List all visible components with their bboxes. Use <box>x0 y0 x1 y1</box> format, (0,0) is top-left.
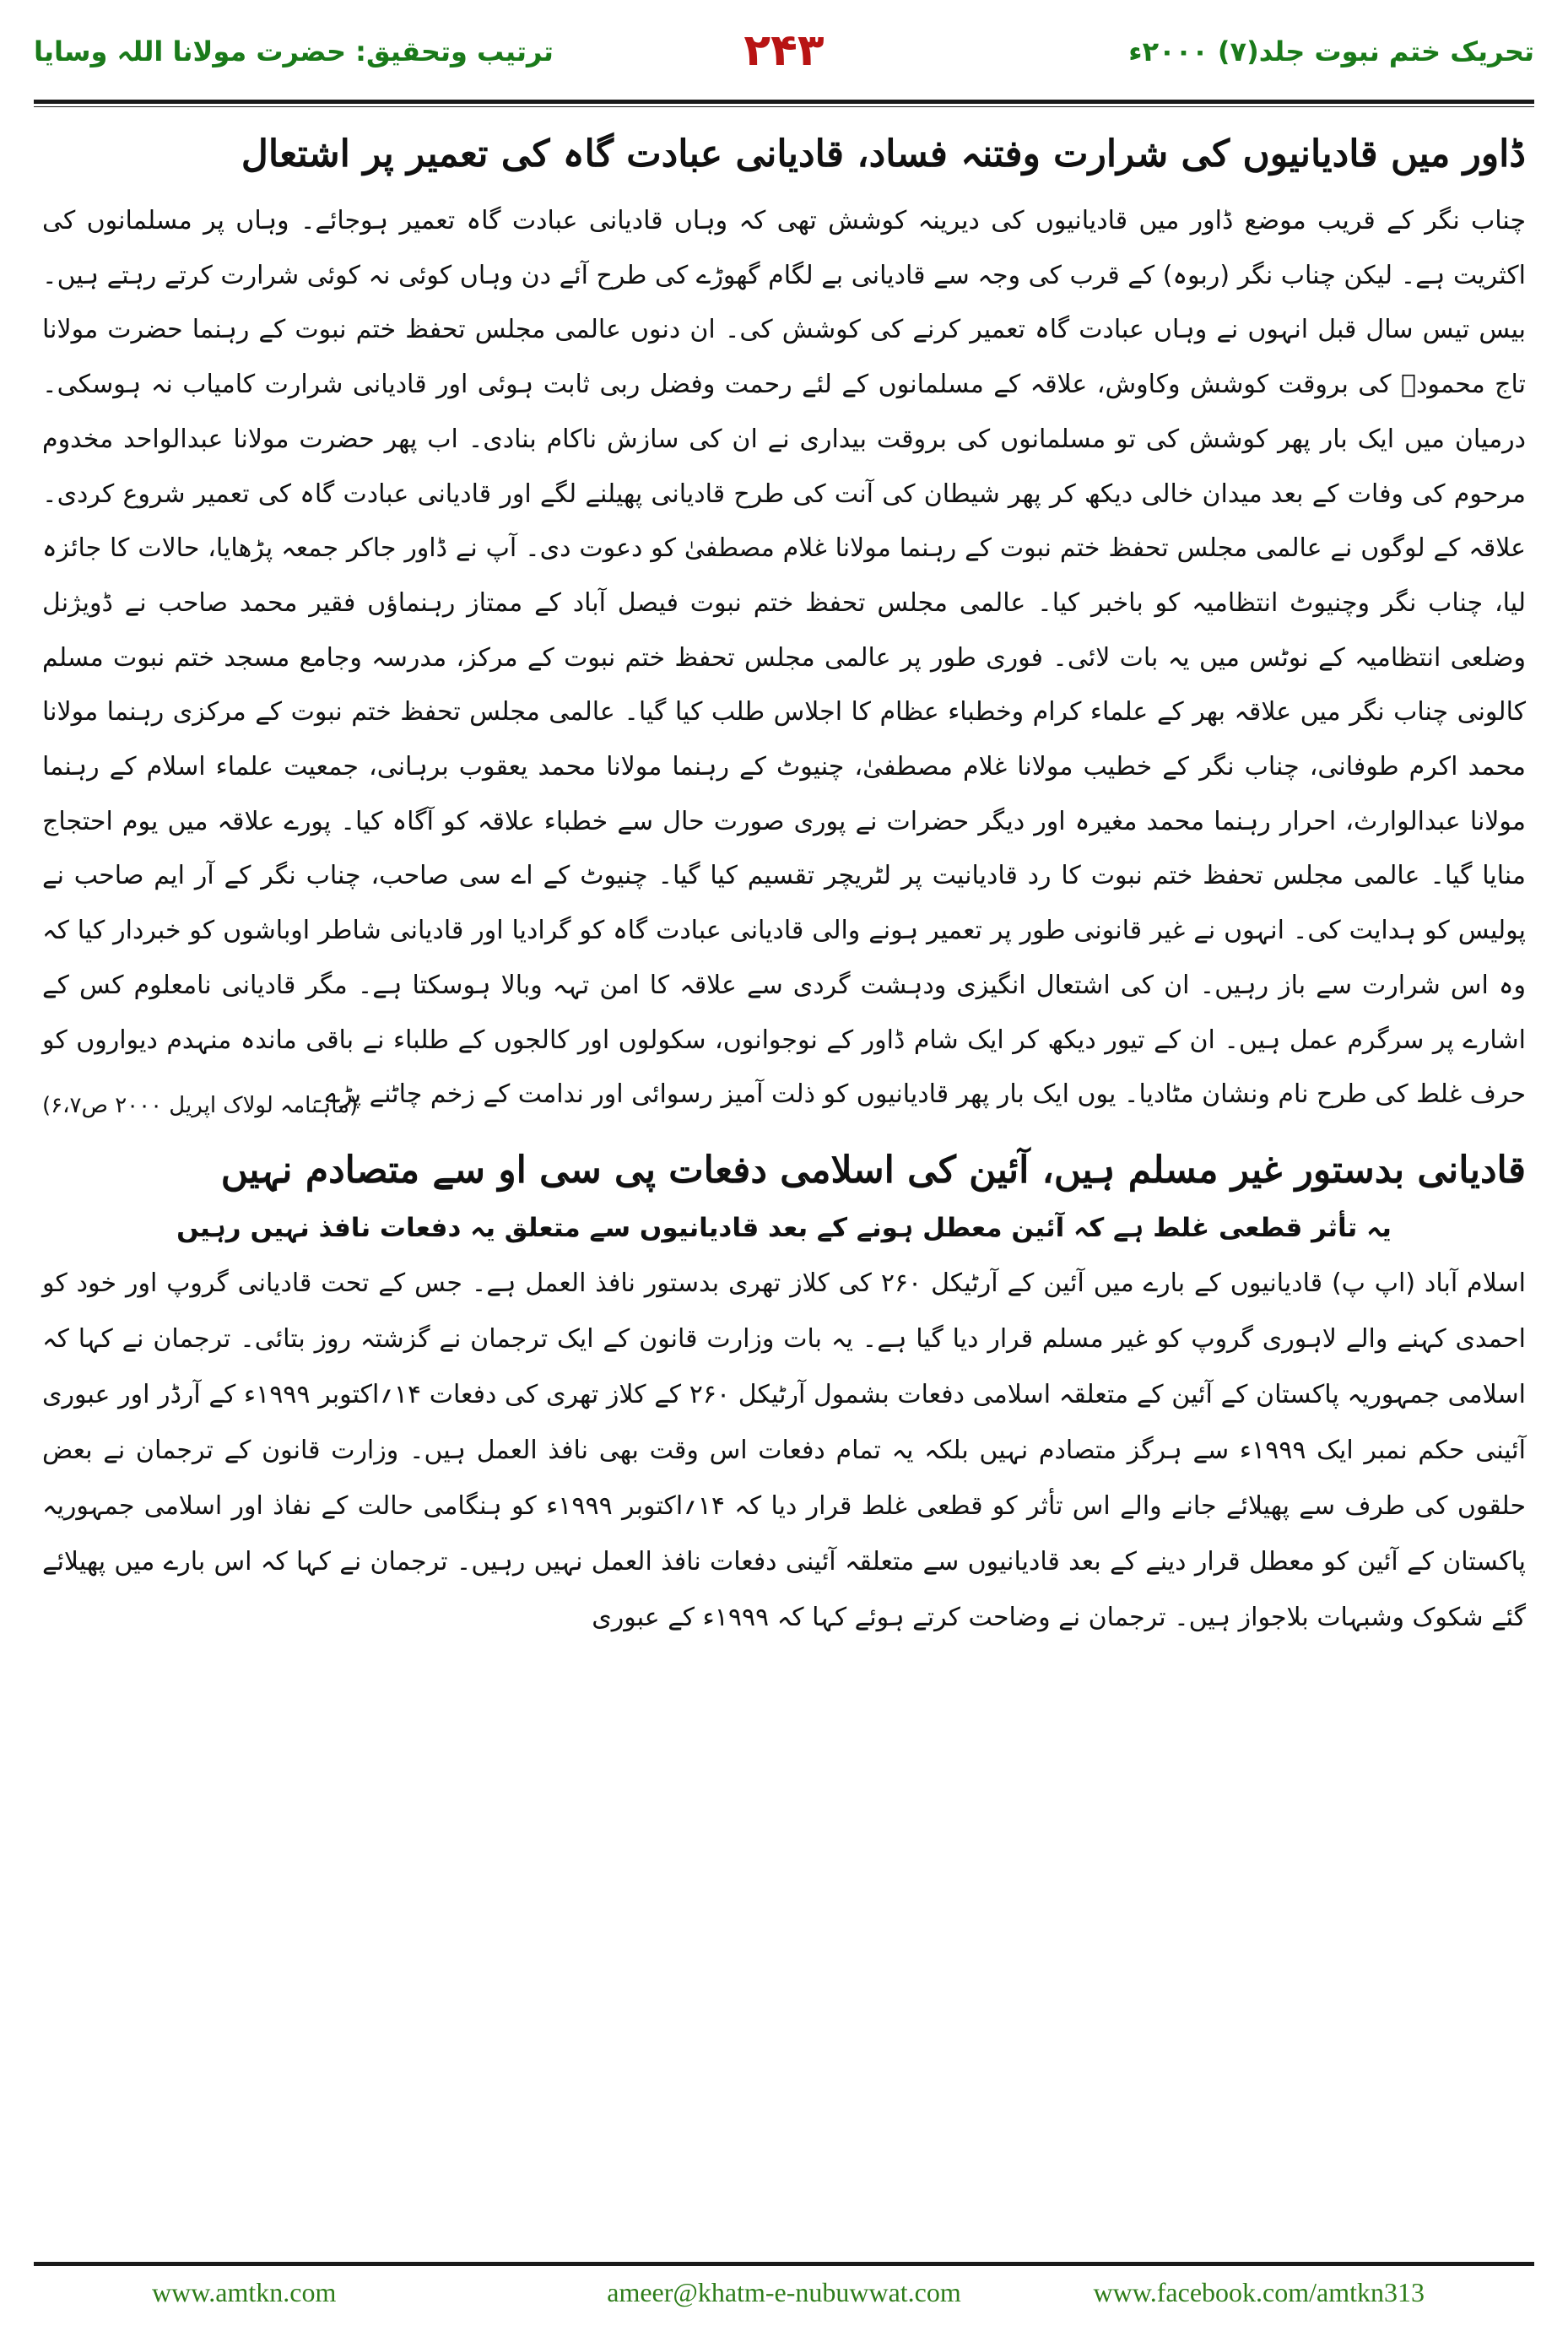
header-editor-credit: ترتیب وتحقیق: حضرت مولانا اللہ وسایا <box>34 35 554 68</box>
header-divider-thin <box>34 106 1534 107</box>
page-header <box>34 25 1534 93</box>
article-title: ڈاور میں قادیانیوں کی شرارت وفتنہ فساد، قادیانی عبادت گاہ کی تعمیر پر اشتعال <box>241 133 1526 176</box>
header-divider <box>34 100 1534 104</box>
footer-website-link[interactable]: www.amtkn.com <box>152 2277 337 2307</box>
article-title: قادیانی بدستور غیر مسلم ہیں، آئین کی اسلامی دفعات پی سی او سے متصادم نہیں <box>220 1148 1526 1192</box>
page-footer <box>34 2270 1534 2321</box>
article-body: اسلام آباد (اپ پ) قادیانیوں کے بارے میں آئین کے آرٹیکل ۲۶۰ کی کلاز تھری بدستور نافذ العمل ہے۔ جس کے تحت قادیانی گروپ اور خود کو احمدی کہنے والے لاہوری گروپ کو غیر مسلم قرار دیا گیا ہے۔ یہ بات وزارت قانون کے ایک ترجمان نے گزشتہ روز بتائی۔ ترجمان نے کہا کہ اسلامی جمہوریہ پاکستان کے آئین کے متعلقہ اسلامی دفعات بشمول آرٹیکل ۲۶۰ کے کلاز تھری کی دفعات ۱۴؍اکتوبر ۱۹۹۹ء کے آرڈر اور عبوری آئینی حکم نمبر ایک ۱۹۹۹ء سے ہرگز متصادم نہیں بلکہ یہ تمام دفعات اس وقت بھی نافذ العمل ہیں۔ وزارت قانون کے ترجمان نے بعض حلقوں کی طرف سے پھیلائے جانے والے اس تأثر کو قطعی غلط قرار دیا کہ ۱۴؍اکتوبر ۱۹۹۹ء کو ہنگامی حالت کے نفاذ اور اسلامی جمہوریہ پاکستان کے آئین کو معطل قرار دینے کے بعد قادیانیوں سے متعلقہ آئینی دفعات نافذ العمل نہیں رہیں۔ ترجمان نے کہا کہ اس بارے میں پھیلائے گئے شکوک وشبہات بلاجواز ہیں۔ ترجمان نے وضاحت کرتے ہوئے کہا کہ ۱۹۹۹ء کے عبوری <box>42 1268 1527 1632</box>
footer-divider <box>34 2262 1534 2266</box>
page-number: ۲۴۳ <box>743 25 825 76</box>
footer-email-link[interactable]: ameer@khatm-e-nubuwwat.com <box>607 2277 961 2307</box>
article-islamic-clauses <box>42 1143 1526 1646</box>
article-dawar <box>42 127 1526 1122</box>
citation: (ماہنامہ لولاک اپریل ۲۰۰۰ ص۶،۷) <box>42 1092 359 1118</box>
article-body: چناب نگر کے قریب موضع ڈاور میں قادیانیوں کی دیرینہ کوشش تھی کہ وہاں قادیانی عبادت گاہ تعمیر ہوجائے۔ وہاں پر مسلمانوں کی اکثریت ہے۔ لیکن چناب نگر (ربوہ) کے قرب کی وجہ سے قادیانی بے لگام گھوڑے کی طرح آئے دن وہاں کوئی نہ کوئی شرارت کرتے رہتے ہیں۔ بیس تیس سال قبل انہوں نے وہاں عبادت گاہ تعمیر کرنے کی کوشش کی۔ ان دنوں عالمی مجلس تحفظ ختم نبوت کے رہنما حضرت مولانا تاج محمودؒ کی بروقت کوشش وکاوش، علاقہ کے مسلمانوں کے لئے رحمت وفضل ربی ثابت ہوئی اور قادیانی شرارت کامیاب نہ ہوسکی۔ درمیان میں ایک بار پھر کوشش کی تو مسلمانوں کی بروقت بیداری نے ان کی سازش ناکام بنادی۔ اب پھر حضرت مولانا عبدالواحد مخدوم مرحوم کی وفات کے بعد میدان خالی دیکھ کر پھر شیطان کی آنت کی طرح قادیانی پھیلنے لگے اور قادیانی عبادت گاہ کی تعمیر شروع کردی۔ علاقہ کے لوگوں نے عالمی مجلس تحفظ ختم نبوت کے رہنما مولانا غلام مصطفیٰ کو دعوت دی۔ آپ نے ڈاور جاکر جمعہ پڑھایا، حالات کا جائزہ لیا، چناب نگر وچنیوٹ انتظامیہ کو باخبر کیا۔ عالمی مجلس تحفظ ختم نبوت فیصل آباد کے ممتاز رہنماؤں فقیر محمد صاحب نے ڈویژنل وضلعی انتظامیہ کے نوٹس میں یہ بات لائی۔ فوری طور پر عالمی مجلس تحفظ ختم نبوت کے مرکز، مدرسہ وجامع مسجد ختم نبوت مسلم کالونی چناب نگر میں علاقہ بھر کے علماء کرام وخطباء عظام کا اجلاس طلب کیا گیا۔ عالمی مجلس تحفظ ختم نبوت کے مرکزی رہنما مولانا محمد اکرم طوفانی، چناب نگر کے خطیب مولانا غلام مصطفیٰ، چنیوٹ کے رہنما مولانا محمد یعقوب برہانی، جمعیت علماء اسلام کے رہنما مولانا عبدالوارث، احرار رہنما محمد مغیرہ اور دیگر حضرات نے پوری صورت حال سے خطباء علاقہ کو آگاہ کیا۔ پورے علاقہ میں یوم احتجاج منایا گیا۔ عالمی مجلس تحفظ ختم نبوت کا رد قادیانیت پر لٹریچر تقسیم کیا گیا۔ چنیوٹ کے اے سی صاحب، چناب نگر کے آر ایم صاحب نے پولیس کو ہدایت کی۔ انہوں نے غیر قانونی طور پر تعمیر ہونے والی قادیانی عبادت گاہ کو گرادیا اور قادیانی شاطر اوباشوں کو خبردار کیا کہ وہ اس شرارت سے باز رہیں۔ ان کی اشتعال انگیزی ودہشت گردی سے علاقہ کا امن تہہ وبالا ہوسکتا ہے۔ مگر قادیانی نامعلوم کس کے اشارے پر سرگرم عمل ہیں۔ ان کے تیور دیکھ کر ایک شام ڈاور کے نوجوانوں، سکولوں اور کالجوں کے طلباء نے باقی ماندہ منہدم دیواروں کو حرف غلط کی طرح نام ونشان مٹادیا۔ یوں ایک بار پھر قادیانیوں کو ذلت آمیز رسوائی اور ندامت کے زخم چاٹنے پڑے۔ <box>42 206 1526 1110</box>
article-subheading: یہ تأثر قطعی غلط ہے کہ آئین معطل ہونے کے بعد قادیانیوں سے متعلق یہ دفعات نافذ نہیں رہیں <box>176 1212 1392 1243</box>
page-content <box>42 127 1526 1646</box>
footer-facebook-link[interactable]: www.facebook.com/amtkn313 <box>1093 2277 1425 2307</box>
header-book-title: تحریک ختم نبوت جلد(۷) ۲۰۰۰ء <box>1128 35 1534 68</box>
